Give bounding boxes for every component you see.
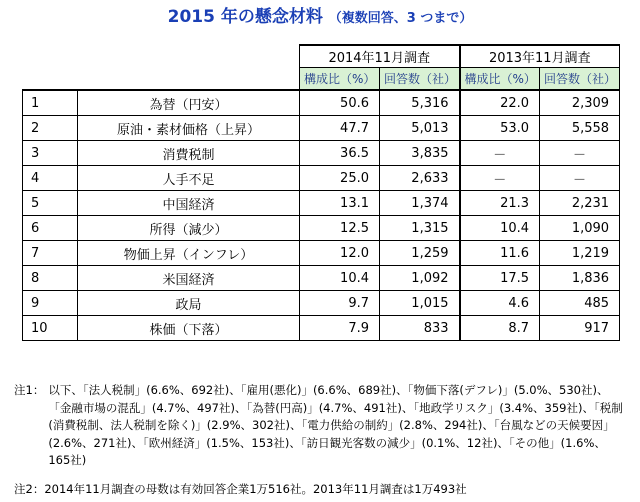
share-2014-cell: 36.5 bbox=[300, 141, 380, 166]
share-2014-cell: 13.1 bbox=[300, 191, 380, 216]
count-2013-cell: 1,836 bbox=[540, 266, 620, 291]
count-2013-cell: 5,558 bbox=[540, 116, 620, 141]
count-2013-cell: 1,090 bbox=[540, 216, 620, 241]
share-2013-cell: 8.7 bbox=[460, 316, 540, 341]
share-2013-cell: 10.4 bbox=[460, 216, 540, 241]
table-header-period-row bbox=[23, 45, 620, 68]
rank-cell: 4 bbox=[23, 166, 78, 191]
table-row bbox=[23, 90, 620, 116]
item-cell: 米国経済 bbox=[78, 266, 300, 291]
table-row bbox=[23, 141, 620, 166]
share-2013-cell: 4.6 bbox=[460, 291, 540, 316]
share-2014-cell: 25.0 bbox=[300, 166, 380, 191]
count-2013-cell: 2,309 bbox=[540, 90, 620, 116]
count-2014-cell: 5,013 bbox=[380, 116, 460, 141]
col-header-share-2014: 構成比（%） bbox=[300, 68, 380, 91]
count-2014-cell: 1,374 bbox=[380, 191, 460, 216]
share-2013-cell: 53.0 bbox=[460, 116, 540, 141]
share-2014-cell: 10.4 bbox=[300, 266, 380, 291]
rank-cell: 1 bbox=[23, 90, 78, 116]
share-2014-cell: 50.6 bbox=[300, 90, 380, 116]
count-2014-cell: 2,633 bbox=[380, 166, 460, 191]
table-row bbox=[23, 166, 620, 191]
item-cell: 中国経済 bbox=[78, 191, 300, 216]
rank-cell: 8 bbox=[23, 266, 78, 291]
rank-cell: 7 bbox=[23, 241, 78, 266]
col-header-count-2014: 回答数（社） bbox=[380, 68, 460, 91]
item-cell: 政局 bbox=[78, 291, 300, 316]
count-2013-cell: 1,219 bbox=[540, 241, 620, 266]
concerns-table bbox=[22, 44, 620, 341]
footnote-1-label: 注1： bbox=[14, 383, 45, 397]
header-period-2013: 2013年11月調査 bbox=[460, 45, 620, 68]
item-cell: 株価（下落） bbox=[78, 316, 300, 341]
rank-cell: 5 bbox=[23, 191, 78, 216]
share-2013-cell: － bbox=[460, 141, 540, 166]
share-2013-cell: 11.6 bbox=[460, 241, 540, 266]
count-2013-cell: 917 bbox=[540, 316, 620, 341]
title-subtitle: （複数回答、3 つまで） bbox=[328, 11, 473, 26]
footnotes bbox=[14, 382, 624, 498]
share-2014-cell: 12.5 bbox=[300, 216, 380, 241]
count-2014-cell: 3,835 bbox=[380, 141, 460, 166]
table-row bbox=[23, 116, 620, 141]
share-2013-cell: 21.3 bbox=[460, 191, 540, 216]
item-cell: 消費税制 bbox=[78, 141, 300, 166]
count-2013-cell: － bbox=[540, 141, 620, 166]
footnote-2: 注2：2014年11月調査の母数は有効回答企業1万516社。2013年11月調査は1万493社 bbox=[14, 481, 467, 496]
header-blank bbox=[23, 45, 300, 68]
share-2013-cell: 22.0 bbox=[460, 90, 540, 116]
item-cell: 原油・素材価格（上昇） bbox=[78, 116, 300, 141]
count-2014-cell: 1,092 bbox=[380, 266, 460, 291]
rank-cell: 6 bbox=[23, 216, 78, 241]
item-cell: 物価上昇（インフレ） bbox=[78, 241, 300, 266]
item-cell: 人手不足 bbox=[78, 166, 300, 191]
footnote-1 bbox=[14, 382, 624, 470]
header-period-2014: 2014年11月調査 bbox=[300, 45, 460, 68]
col-header-count-2013: 回答数（社） bbox=[540, 68, 620, 91]
table-row bbox=[23, 191, 620, 216]
share-2013-cell: － bbox=[460, 166, 540, 191]
item-cell: 所得（減少） bbox=[78, 216, 300, 241]
count-2014-cell: 833 bbox=[380, 316, 460, 341]
table-row bbox=[23, 241, 620, 266]
table-row bbox=[23, 316, 620, 341]
count-2013-cell: 2,231 bbox=[540, 191, 620, 216]
count-2014-cell: 5,316 bbox=[380, 90, 460, 116]
count-2014-cell: 1,015 bbox=[380, 291, 460, 316]
footnote-1-text: 以下、「法人税制」(6.6%、692社)、「雇用(悪化)」(6.6%、689社)、「物価下落(デフレ)」(5.0%、530社)、「金融市場の混乱」(4.7%、497社)、「為替(円高)」(4.7%、491社)、「地政学リスク」(3.4%、359社)、「税制(消費税制、法人税制を除く)」(2.9%、302社)、「電力供給の制約」(2.8%、294社)、「台風などの天候要因」(2.6%、271社)、「欧州経済」(1.5%、153社)、「訪日観光客数の減少」(0.1%、12社)、「その他」(1.6%、165社) bbox=[48, 383, 623, 467]
col-header-share-2013: 構成比（%） bbox=[460, 68, 540, 91]
title-text: 2015 年の懸念材料 bbox=[167, 7, 323, 27]
table-row bbox=[23, 216, 620, 241]
page-title bbox=[0, 6, 640, 30]
share-2014-cell: 47.7 bbox=[300, 116, 380, 141]
share-2014-cell: 12.0 bbox=[300, 241, 380, 266]
count-2013-cell: － bbox=[540, 166, 620, 191]
count-2014-cell: 1,259 bbox=[380, 241, 460, 266]
rank-cell: 3 bbox=[23, 141, 78, 166]
header-blank-2 bbox=[23, 68, 300, 91]
share-2013-cell: 17.5 bbox=[460, 266, 540, 291]
item-cell: 為替（円安） bbox=[78, 90, 300, 116]
count-2014-cell: 1,315 bbox=[380, 216, 460, 241]
rank-cell: 2 bbox=[23, 116, 78, 141]
count-2013-cell: 485 bbox=[540, 291, 620, 316]
table-header-column-row bbox=[23, 68, 620, 91]
table-row bbox=[23, 266, 620, 291]
rank-cell: 10 bbox=[23, 316, 78, 341]
share-2014-cell: 9.7 bbox=[300, 291, 380, 316]
table-row bbox=[23, 291, 620, 316]
rank-cell: 9 bbox=[23, 291, 78, 316]
share-2014-cell: 7.9 bbox=[300, 316, 380, 341]
